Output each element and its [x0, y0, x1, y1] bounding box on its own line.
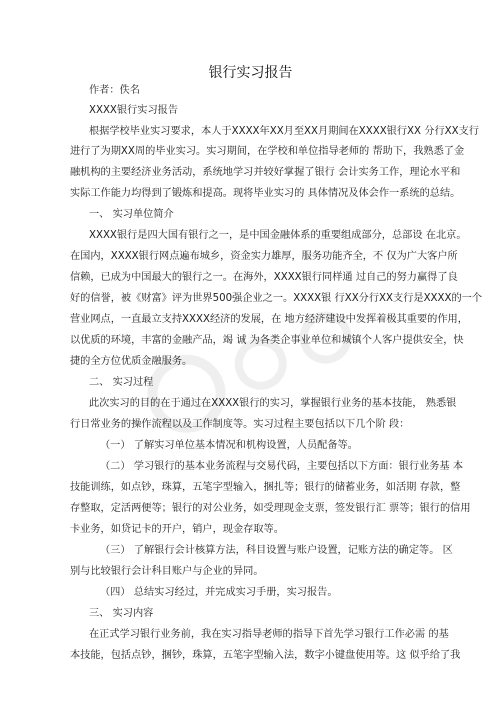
text-line: 别与比较银行会计科目账户与企业的异同。	[70, 566, 264, 577]
section-heading: 三、 实习内容	[89, 608, 154, 619]
text-line: （四） 总结实习经过，并完成实习手册，实习报告。	[100, 587, 338, 598]
text-line: （二） 学习银行的基本业务流程与交易代码，主要包括以下方面：银行业务基 本	[100, 461, 464, 472]
text-line: 好的信誉，被《财富》评为世界500强企业之一。XXXX银 行XX分行XX支行是XXXX的一个	[70, 293, 483, 304]
text-line: 根据学校毕业实习要求，本人于XXXX年XX月至XX月期间在XXXX银行XX 分行XX支行	[89, 126, 479, 137]
text-line: 行日常业务的操作流程以及工作制度等。实习过程主要包括以下几个阶 段：	[70, 419, 410, 430]
author-line: 作者：佚名	[89, 85, 140, 96]
text-line: 捷的全方位优质金融服务。	[70, 356, 193, 367]
text-line: （一） 了解实习单位基本情况和机构设置，人员配备等。	[100, 440, 358, 451]
text-line: 在正式学习银行业务前，我在实习指导老师的指导下首先学习银行工作必需 的基	[89, 629, 449, 640]
text-line: 存整取，定活两便等；银行的对公业务，如受理现金支票，签发银行汇 票等；银行的信用	[70, 503, 471, 514]
section-heading: 一、 实习单位简介	[89, 209, 174, 220]
text-line: 以优质的环境，丰富的金融产品，竭 诚 为各类企事业单位和城镇个人客户提供安全，快	[70, 335, 464, 346]
text-line: 进行了为期XX周的毕业实习。实习期间，在学校和单位指导老师的 帮助下，我熟悉了金	[70, 146, 465, 157]
text-line: 卡业务，如贷记卡的开户，销户，现金存取等。	[70, 524, 284, 535]
text-line: XXXX银行实习报告	[89, 105, 179, 116]
section-heading: 二、 实习过程	[89, 377, 154, 388]
text-line: （三） 了解银行会计核算方法，科目设置与账户设置，记账方法的确定等。 区	[100, 545, 453, 556]
text-line: 此次实习的目的在于通过在XXXX银行的实习，掌握银行业务的基本技能， 熟悉银	[89, 398, 457, 409]
text-line: 本技能，包括点钞，捆钞，珠算，五笔字型输入法，数字小键盘使用等。这 似乎给了我	[70, 650, 461, 661]
text-line: 营业网点，一直最立支持XXXX经济的发展，在 地方经济建设中发挥着极其重要的作用，	[70, 314, 468, 325]
text-line: 实际工作能力均得到了锻炼和提高。现将毕业实习的 具体情况及体会作一系统的总结。	[70, 188, 461, 199]
text-line: 信赖，已成为中国最大的银行之一。在海外，XXXX银行同样通 过自己的努力赢得了良	[70, 272, 458, 283]
text-line: 在国内，XXXX银行网点遍布城乡，资金实力雄厚，服务功能齐全，不 仅为广大客户所	[70, 251, 458, 262]
document-title: 银行实习报告	[208, 65, 293, 81]
text-line: 融机构的主要经济业务活动，系统地学习并较好掌握了银行 会计实务工作，理论水平和	[70, 167, 461, 178]
text-line: XXXX银行是四大国有银行之一，是中国金融体系的重要组成部分，总部设 在北京。	[89, 230, 467, 241]
text-line: 技能训练，如点钞，珠算，五笔字型输入，捆扎等；银行的储蓄业务，如活期 存款，整	[70, 482, 461, 493]
